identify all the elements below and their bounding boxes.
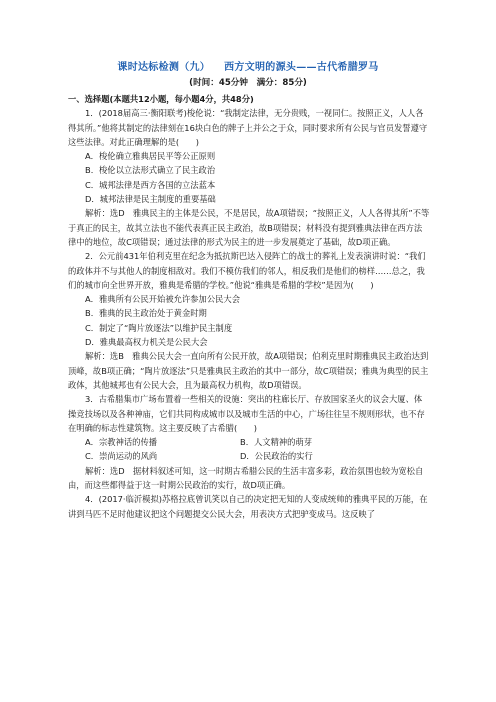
q3-option-a: A．宗教神话的传播 — [85, 437, 158, 448]
q3-option-d: D．公民政治的实行 — [240, 451, 313, 462]
question-3-stem: 3．古希腊集市广场布置着一些相关的设施：突出的柱廊长厅、存放国家圣火的议会大厦、体操竞技场以及各种神庙，它们共同构成城市以及城市生活的中心，广场往往呈不规则形状，也不存在明确的标志性建筑物。这主要反映了古希腊( ) — [68, 394, 425, 433]
q1-option-a: A．梭伦确立雅典居民平等公正原则 — [85, 151, 216, 162]
q3-options-row-1 — [68, 435, 430, 449]
section-heading: 一、选择题(本题共12小题，每小题4分，共48分) — [68, 94, 254, 104]
title-left: 课时达标检测（九） — [117, 62, 211, 73]
q3-options-row-2 — [68, 449, 430, 463]
q3-option-b: B．人文精神的萌芽 — [240, 437, 313, 448]
question-2-analysis: 解析：选B 雅典公民大会一直向所有公民开放，故A项错误；伯利克里时期雅典民主政治达到顶峰，故B项正确；“陶片放逐法”只是雅典民主政治的其中一部分，故C项错误；雅典为典型的民主政体，其他城邦也有公民大会，且为最高权力机构，故D项错误。 — [68, 351, 429, 390]
page-title — [0, 58, 496, 73]
q3-option-c: C．崇尚运动的风尚 — [85, 451, 158, 462]
question-3-analysis: 解析：选D 据材料叙述可知，这一时期古希腊公民的生活丰富多彩，政治氛围也较为宽松自由，而这些都得益于这一时期公民政治的实行，故D项正确。 — [68, 465, 424, 491]
q2-option-a: A．雅典所有公民开始被允许参加公民大会 — [85, 294, 241, 305]
q2-option-c: C．制定了“陶片放逐法”以维护民主制度 — [85, 322, 233, 333]
document-body — [68, 92, 430, 521]
q1-option-b: B．梭伦以立法形式确立了民主政治 — [85, 165, 216, 176]
question-4-stem: 4．(2017·临沂模拟)苏格拉底曾讥笑以自己的决定把无知的人变成统帅的雅典平民的万能，在讲到马匹不足时他建议把这个问题提交公民大会，用表决方式把驴变成马。这反映了 — [68, 494, 428, 519]
q2-option-b: B．雅典的民主政治处于黄金时期 — [85, 308, 207, 319]
question-1-analysis: 解析：选D 雅典民主的主体是公民，不是居民，故A项错误；“按照正义，人人各得其所”不等于真正的民主，故其立法也不能代表真正民主政治，故B项错误；材料没有提到雅典法律在西方法律中的地位，故C项错误；通过法律的形式为民主的进一步发展奠定了基础，故D项正确。 — [68, 208, 430, 247]
time-score-line: (时间：45分钟 满分：85分) — [189, 78, 307, 88]
q2-option-d: D．雅典最高权力机关是公民大会 — [85, 337, 208, 348]
title-right: 西方文明的源头——古代希腊罗马 — [224, 62, 379, 73]
question-1-stem: 1．(2018届高三·衡阳联考)梭伦说：“我制定法律，无分贵贱，一视同仁。按照正义，人人各得其所。”他将其制定的法律刻在16块白色的牌子上并公之于众，同时要求所有公民与官员发誓遵守这些法律。对此正确理解的是( ) — [68, 108, 428, 147]
question-2-stem: 2．公元前431年伯利克里在纪念为抵抗斯巴达入侵阵亡的战士的葬礼上发表演讲时说：“我们的政体并不与其他人的制度相敌对。我们不模仿我们的邻人，相反我们是他们的榜样……总之，我们的城市向全世界开放，雅典是希腊的学校。”他说“雅典是希腊的学校”是因为( ) — [68, 251, 426, 290]
q1-option-c: C．城邦法律是西方各国的立法蓝本 — [85, 179, 216, 190]
q1-option-d: D．城邦法律是民主制度的重要基础 — [85, 194, 216, 205]
